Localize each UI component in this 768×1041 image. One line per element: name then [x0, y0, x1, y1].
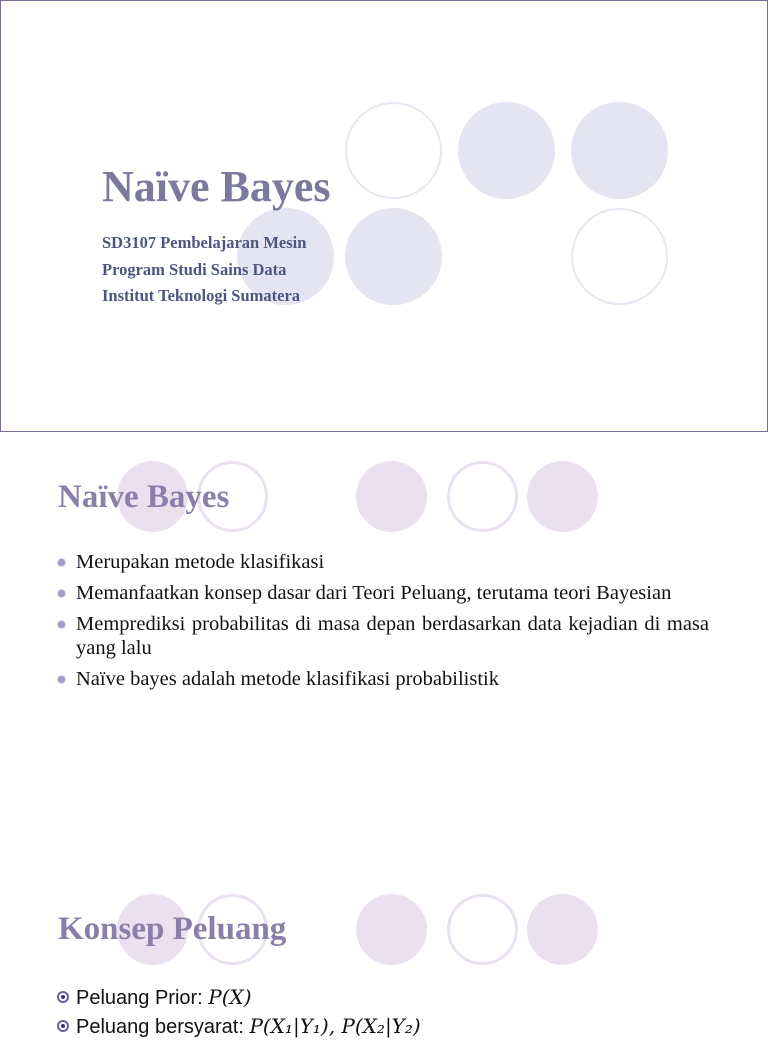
slide-title: Konsep Peluang [58, 911, 287, 947]
decor-circle-filled [356, 894, 427, 965]
list-item: Memprediksi probabilitas di masa depan berdasarkan data kejadian di masa yang lalu [56, 612, 709, 660]
konsep-peluang-slide [0, 866, 768, 1038]
slide-title: Naïve Bayes [58, 479, 230, 515]
title-slide [0, 0, 768, 432]
formula: P(X) [208, 985, 252, 1009]
bullet-target-icon [57, 1020, 69, 1032]
decor-circle-filled [458, 102, 555, 199]
presentation-title: Naïve Bayes [102, 162, 331, 211]
study-program: Program Studi Sains Data [102, 259, 287, 279]
bullet-list [56, 550, 709, 698]
naive-bayes-slide [0, 433, 768, 865]
decor-circle-outline [571, 208, 668, 305]
decor-circle-filled [356, 461, 427, 532]
list-item: Memanfaatkan konsep dasar dari Teori Peluang, terutama teori Bayesian [56, 581, 709, 605]
list-item: Peluang Prior: P(X) [56, 983, 736, 1012]
institution-name: Institut Teknologi Sumatera [102, 286, 301, 305]
list-item: Naïve bayes adalah metode klasifikasi probabilistik [56, 667, 709, 691]
bullet-target-icon [57, 991, 69, 1003]
decor-circle-outline [345, 102, 442, 199]
bullet-dot-icon [58, 590, 65, 597]
decor-circle-filled [527, 894, 598, 965]
bullet-list [56, 983, 736, 1041]
decor-circle-filled [527, 461, 598, 532]
decor-circle-outline [447, 894, 518, 965]
list-item: Merupakan metode klasifikasi [56, 550, 709, 574]
decor-circle-outline [447, 461, 518, 532]
decor-circle-filled [345, 208, 442, 305]
formula: P(X₁|Y₁), P(X₂|Y₂) [249, 1014, 421, 1038]
course-name: SD3107 Pembelajaran Mesin [102, 233, 307, 252]
presentation-subtitle [102, 230, 306, 310]
list-item: Peluang bersyarat: P(X₁|Y₁), P(X₂|Y₂) [56, 1012, 736, 1041]
bullet-dot-icon [58, 621, 65, 628]
decor-circle-filled [571, 102, 668, 199]
bullet-dot-icon [58, 676, 65, 683]
bullet-dot-icon [58, 559, 65, 566]
